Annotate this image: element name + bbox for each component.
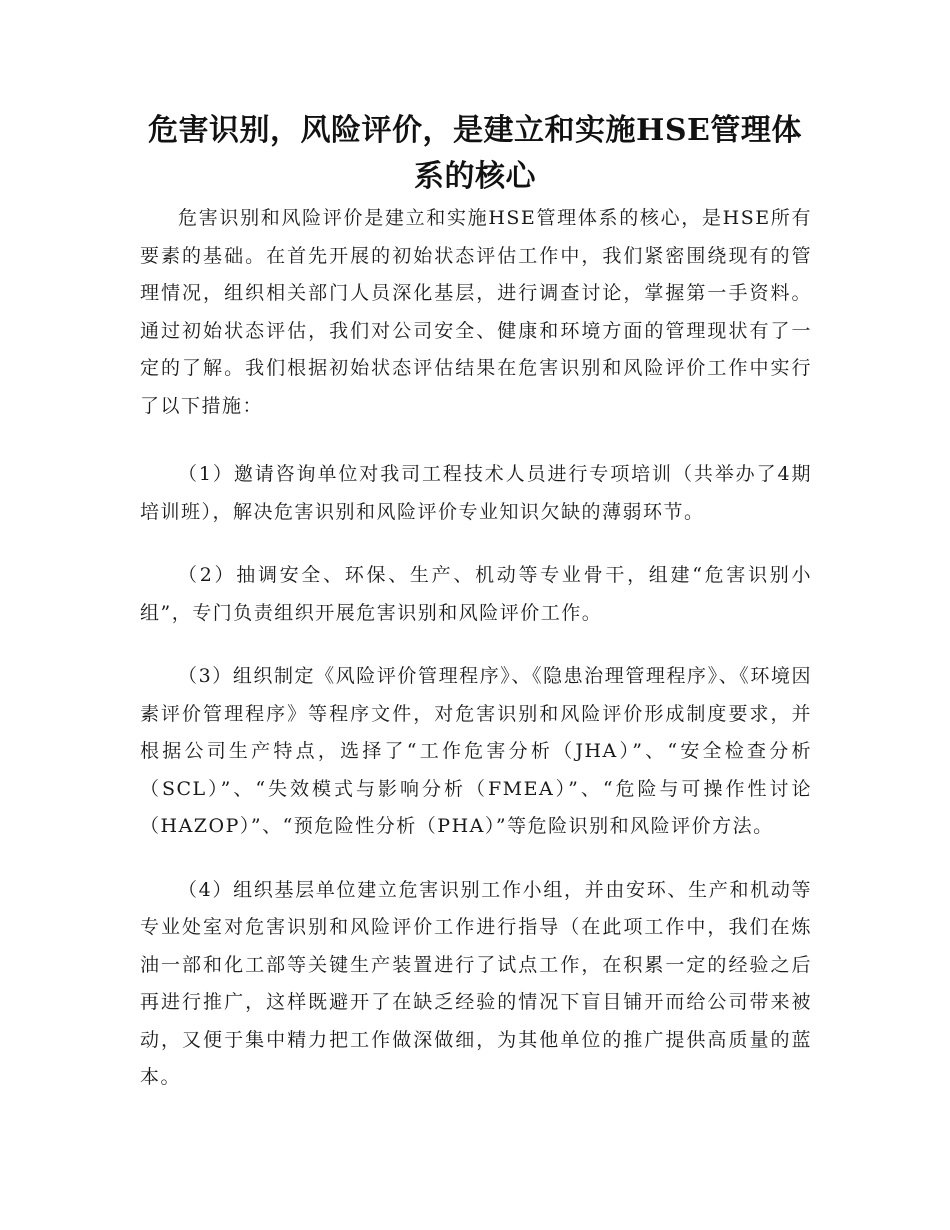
- paragraph-measure-3: （3）组织制定《风险评价管理程序》、《隐患治理管理程序》、《环境因素评价管理程序》等程序文件，对危害识别和风险评价形成制度要求，并根据公司生产特点，选择了“工作危害分析（JHA）”、“安全检查分析（SCL）”、“失效模式与影响分析（FMEA）”、“危险与可操作性讨论（HAZOP）”、“预危险性分析（PHA）”等危险识别和风险评价方法。: [140, 665, 812, 837]
- paragraph-measure-2: （2）抽调安全、环保、生产、机动等专业骨干，组建“危害识别小组”，专门负责组织开展危害识别和风险评价工作。: [140, 564, 812, 624]
- paragraph-measure-1: （1）邀请咨询单位对我司工程技术人员进行专项培训（共举办了4期培训班），解决危害识别和风险评价专业知识欠缺的薄弱环节。: [140, 463, 812, 523]
- document-body: [140, 200, 812, 1123]
- document-title: 危害识别，风险评价，是建立和实施HSE管理体系的核心: [148, 113, 802, 194]
- paragraph-measure-4: （4）组织基层单位建立危害识别工作小组，并由安环、生产和机动等专业处室对危害识别和风险评价工作进行指导（在此项工作中，我们在炼油一部和化工部等关键生产装置进行了试点工作，在积累一定的经验之后再进行推广，这样既避开了在缺乏经验的情况下盲目铺开而给公司带来被动，又便于集中精力把工作做深做细，为其他单位的推广提供高质量的蓝本。: [140, 878, 812, 1088]
- paragraph-intro: 危害识别和风险评价是建立和实施HSE管理体系的核心，是HSE所有要素的基础。在首先开展的初始状态评估工作中，我们紧密围绕现有的管理情况，组织相关部门人员深化基层，进行调查讨论，掌握第一手资料。通过初始状态评估，我们对公司安全、健康和环境方面的管理现状有了一定的了解。我们根据初始状态评估结果在危害识别和风险评价工作中实行了以下措施：: [140, 207, 812, 417]
